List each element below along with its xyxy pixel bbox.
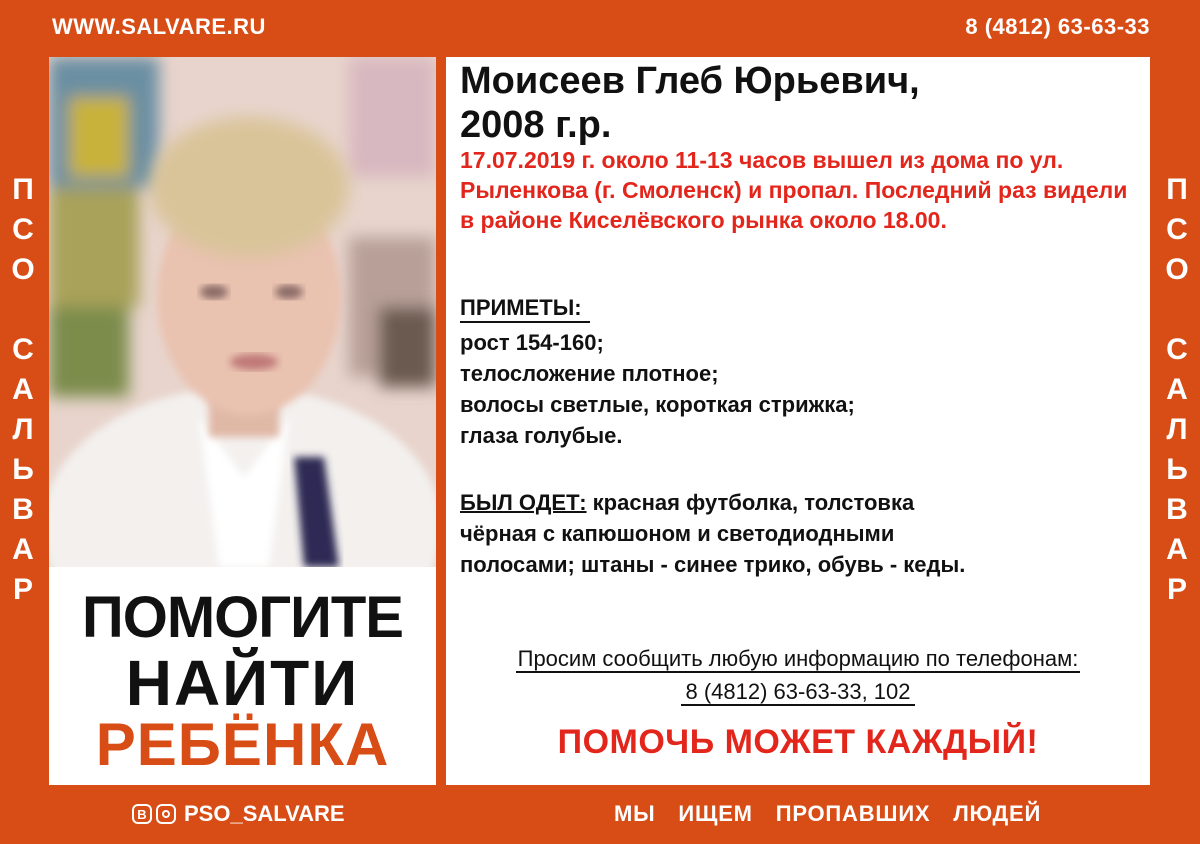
disappearance-description: 17.07.2019 г. около 11-13 часов вышел из дома по ул. Рыленкова (г. Смоленск) и пропал. Последний раз видели в районе Киселёвского рынка около 18.00. <box>460 147 1128 233</box>
contact-phones-text[interactable]: 8 (4812) 63-63-33, 102 <box>681 679 914 706</box>
sign-item: волосы светлые, короткая стрижка; <box>460 392 855 417</box>
sign-item: рост 154-160; <box>460 330 604 355</box>
clothes-line-3: полосами; штаны - синее трико, обувь - кеды. <box>460 552 966 577</box>
side-letter: С <box>12 213 34 246</box>
side-letter: А <box>12 373 34 406</box>
sign-item: глаза голубые. <box>460 423 623 448</box>
footer-slogan: МЫ ИЩЕМ ПРОПАВШИХ ЛЮДЕЙ <box>614 801 1042 826</box>
contact-phones <box>446 679 1150 705</box>
instagram-icon[interactable] <box>156 804 176 824</box>
side-letter: В <box>1166 493 1188 526</box>
help-line-1: ПОМОГИТЕ <box>82 585 403 650</box>
clothes-description <box>460 487 1140 580</box>
side-letter: О <box>11 253 35 286</box>
side-letter: П <box>12 173 34 206</box>
clothes-line-2: чёрная с капюшоном и светодиодными <box>460 521 895 546</box>
clothes-line-1: красная футболка, толстовка <box>586 490 915 515</box>
side-letter: С <box>12 333 34 366</box>
website-link[interactable]: WWW.SALVARE.RU <box>52 14 266 39</box>
help-line-2: НАЙТИ <box>125 647 360 719</box>
signs-title: ПРИМЕТЫ: <box>460 295 590 323</box>
sign-item: телосложение плотное; <box>460 361 719 386</box>
side-letter: А <box>1166 533 1188 566</box>
side-letter: Л <box>12 413 34 446</box>
help-find-banner <box>49 567 436 785</box>
contact-request <box>446 646 1150 672</box>
vk-icon[interactable]: В <box>132 804 152 824</box>
side-letter: Р <box>1166 573 1187 606</box>
info-panel <box>446 57 1150 785</box>
side-text-right <box>1162 170 1192 670</box>
side-letter: Ь <box>12 453 34 486</box>
contact-request-text: Просим сообщить любую информацию по телефонам: <box>517 646 1079 671</box>
social-handle[interactable]: PSO_SALVARE <box>184 801 345 826</box>
side-letter: С <box>1166 213 1188 246</box>
call-to-action: ПОМОЧЬ МОЖЕТ КАЖДЫЙ! <box>557 723 1039 761</box>
clothes-label: БЫЛ ОДЕТ: <box>460 490 587 515</box>
side-letter: Л <box>1166 413 1188 446</box>
side-letter: А <box>12 533 34 566</box>
side-letter: А <box>1166 373 1188 406</box>
person-name: Моисеев Глеб Юрьевич, <box>460 60 920 102</box>
person-name-block <box>460 59 920 147</box>
social-links <box>132 801 345 827</box>
side-text-left <box>8 170 38 670</box>
side-letter: Р <box>12 573 33 606</box>
side-letter: В <box>12 493 34 526</box>
child-photo <box>49 57 436 567</box>
side-letter: О <box>1165 253 1189 286</box>
signs-list <box>460 327 855 451</box>
side-letter: П <box>1166 173 1188 206</box>
header-phone: 8 (4812) 63-63-33 <box>965 14 1150 39</box>
help-line-3: РЕБЁНКА <box>95 711 390 778</box>
child-photo-illustration <box>49 57 436 567</box>
side-letter: Ь <box>1166 453 1188 486</box>
person-birth-year: 2008 г.р. <box>460 104 612 146</box>
side-letter: С <box>1166 333 1188 366</box>
